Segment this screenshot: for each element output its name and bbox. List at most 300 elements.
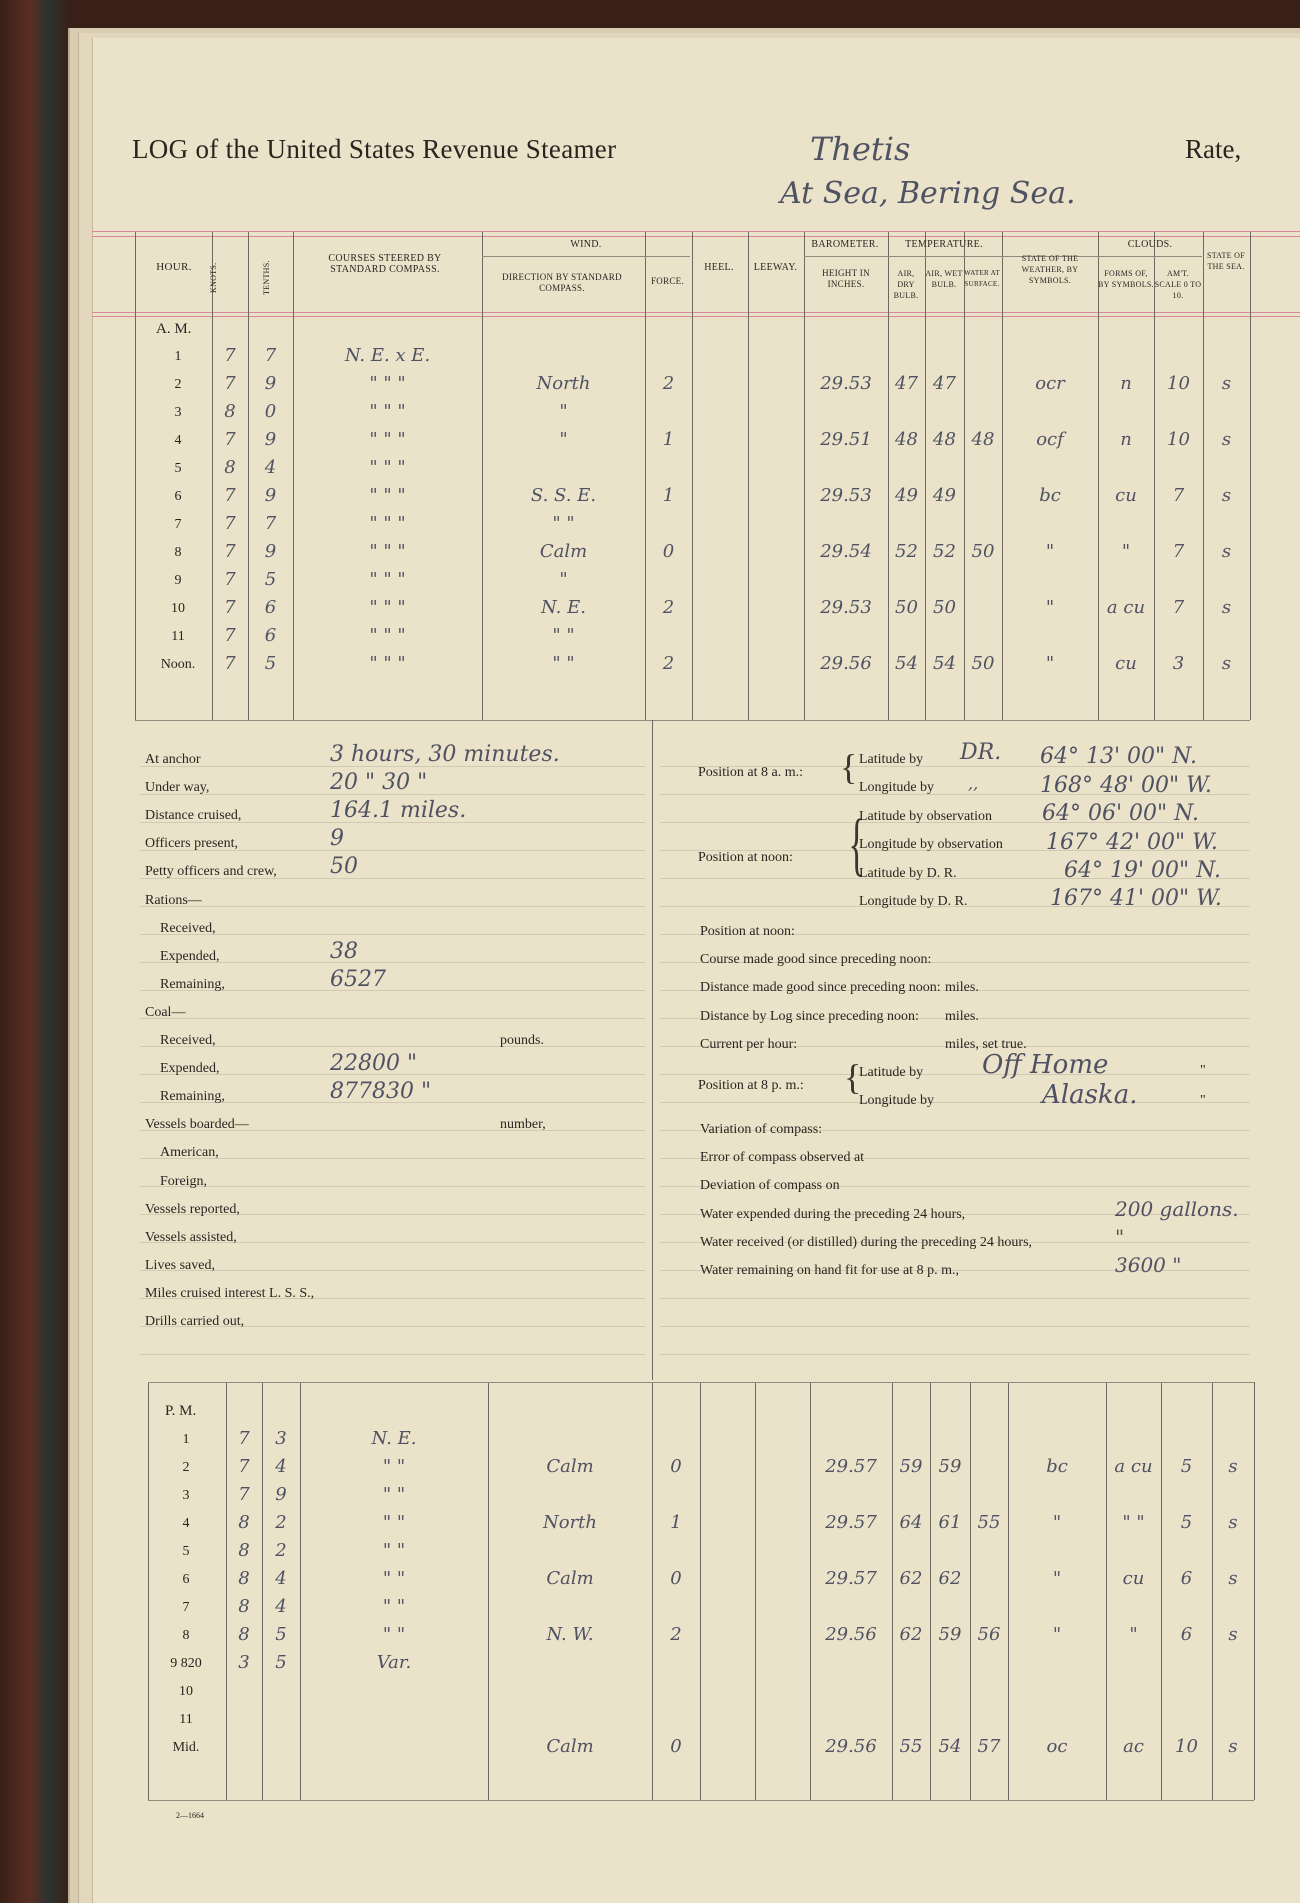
barometer-cell: 29.57 bbox=[825, 1568, 877, 1589]
wind-direction-cell: N. W. bbox=[546, 1624, 594, 1645]
barometer-cell: 29.53 bbox=[820, 485, 872, 506]
air-dry-cell: 49 bbox=[895, 485, 918, 506]
col-header-air-dry: AIR, DRY BULB. bbox=[893, 269, 919, 300]
sea-state-cell: s bbox=[1228, 1568, 1238, 1589]
wind-direction-cell: N. E. bbox=[541, 597, 586, 618]
summary-value: number, bbox=[500, 1117, 546, 1133]
hour-cell: Noon. bbox=[160, 657, 196, 672]
grid-col-line bbox=[652, 720, 653, 1380]
tenths-cell: 9 bbox=[264, 485, 277, 506]
ruling-line bbox=[140, 1270, 645, 1271]
lat-8am-value: 64° 13' 00" N. bbox=[1040, 744, 1197, 769]
col-header-baro-height: HEIGHT IN INCHES. bbox=[822, 268, 870, 289]
ruling-line bbox=[660, 1354, 1250, 1355]
grid-col-line bbox=[700, 1382, 701, 1800]
course-cell: " " bbox=[382, 1512, 406, 1533]
knots-cell: 7 bbox=[224, 541, 236, 562]
air-dry-cell: 59 bbox=[899, 1456, 923, 1477]
tenths-cell: 6 bbox=[264, 597, 277, 618]
col-header-temperature: TEMPERATURE. bbox=[905, 239, 983, 250]
weather-cell: bc bbox=[1039, 485, 1061, 506]
tenths-cell: 4 bbox=[264, 457, 277, 478]
summary-value: 164.1 miles. bbox=[330, 798, 467, 824]
air-dry-cell: 55 bbox=[899, 1736, 923, 1757]
water-temp-cell: 57 bbox=[977, 1736, 1001, 1757]
summary-label: Foreign, bbox=[160, 1173, 208, 1189]
water-temp-cell: 48 bbox=[971, 429, 995, 450]
sea-state-cell: s bbox=[1221, 373, 1232, 394]
summary-label: Position at noon: bbox=[700, 924, 795, 939]
water-temp-cell: 56 bbox=[977, 1624, 1001, 1645]
hour-cell: 4 bbox=[174, 433, 182, 448]
grid-col-line bbox=[804, 232, 805, 720]
grid-col-line bbox=[482, 232, 483, 720]
cloud-amount-cell: 10 bbox=[1167, 373, 1190, 394]
course-cell: " " " bbox=[369, 541, 406, 562]
grid-col-line bbox=[645, 232, 646, 720]
hour-cell: 8 bbox=[182, 1628, 190, 1643]
air-wet-cell: 59 bbox=[938, 1624, 962, 1645]
cloud-forms-cell: n bbox=[1120, 373, 1132, 394]
wind-direction-cell: Calm bbox=[546, 1456, 594, 1477]
grid-col-line bbox=[1098, 232, 1099, 720]
summary-value: pounds. bbox=[500, 1033, 544, 1048]
cloud-forms-cell: cu bbox=[1122, 1568, 1145, 1589]
ruling-line bbox=[660, 1074, 1250, 1075]
knots-cell: 7 bbox=[224, 373, 236, 394]
course-cell: " " " bbox=[369, 373, 406, 394]
wind-force-cell: 0 bbox=[670, 1568, 682, 1589]
course-cell: " " " bbox=[369, 429, 406, 450]
knots-cell: 8 bbox=[238, 1624, 250, 1645]
hour-cell: 9 bbox=[174, 573, 182, 588]
cloud-amount-cell: 7 bbox=[1172, 541, 1185, 562]
grid-col-line bbox=[1203, 232, 1204, 720]
hour-cell: 3 bbox=[182, 1488, 190, 1503]
summary-value: 50 bbox=[330, 854, 358, 880]
col-header-heel: HEEL. bbox=[704, 262, 734, 273]
barometer-cell: 29.51 bbox=[820, 429, 872, 450]
header-rule bbox=[92, 231, 1300, 232]
summary-label: Water expended during the preceding 24 hours, bbox=[700, 1206, 966, 1222]
knots-cell: 7 bbox=[224, 485, 236, 506]
course-cell: " " " bbox=[369, 513, 406, 534]
header-rule bbox=[92, 312, 1300, 313]
wind-direction-cell: " bbox=[559, 401, 568, 422]
summary-label: Miles cruised interest L. S. S., bbox=[145, 1285, 315, 1301]
tenths-cell: 4 bbox=[275, 1456, 287, 1477]
header-rule bbox=[92, 236, 1300, 237]
air-dry-cell: 52 bbox=[895, 541, 918, 562]
lat-8pm-value: Off Home bbox=[982, 1050, 1109, 1080]
grid-col-line bbox=[748, 232, 749, 720]
knots-cell: 7 bbox=[224, 429, 236, 450]
summary-value: 3 hours, 30 minutes. bbox=[330, 742, 560, 767]
lat-8am-label: Latitude by bbox=[859, 752, 924, 767]
air-dry-cell: 48 bbox=[895, 429, 918, 450]
tenths-cell: 2 bbox=[275, 1512, 287, 1533]
grid-row-line bbox=[148, 1382, 1254, 1383]
lon-8pm-label: Longitude by bbox=[859, 1093, 935, 1108]
hour-cell: 7 bbox=[182, 1600, 190, 1615]
summary-label: Vessels boarded— bbox=[145, 1117, 249, 1133]
lon-8am-label: Longitude by bbox=[859, 780, 935, 795]
ship-name: Thetis bbox=[810, 130, 911, 168]
grid-col-line bbox=[1002, 232, 1003, 720]
cloud-forms-cell: " bbox=[1129, 1624, 1138, 1645]
tenths-cell: 9 bbox=[264, 541, 277, 562]
grid-row-line bbox=[482, 256, 690, 257]
summary-label: Remaining, bbox=[160, 976, 225, 992]
hour-cell: 11 bbox=[179, 1712, 193, 1727]
grid-col-line bbox=[1250, 232, 1251, 720]
air-wet-cell: 49 bbox=[933, 485, 956, 506]
wind-direction-cell: Calm bbox=[539, 541, 588, 562]
knots-cell: 7 bbox=[224, 569, 236, 590]
knots-cell: 7 bbox=[238, 1484, 250, 1505]
lat-obs-label: Latitude by observation bbox=[859, 809, 992, 824]
air-dry-cell: 47 bbox=[895, 373, 918, 394]
hour-cell: 7 bbox=[174, 517, 182, 532]
knots-cell: 8 bbox=[224, 401, 236, 422]
hour-cell: 8 bbox=[174, 545, 182, 560]
hour-cell: 5 bbox=[182, 1544, 190, 1559]
summary-label: Received, bbox=[160, 1033, 216, 1048]
wind-force-cell: 2 bbox=[662, 373, 675, 394]
weather-cell: " bbox=[1045, 597, 1055, 618]
lon-obs-value: 167° 42' 00" W. bbox=[1046, 830, 1218, 855]
summary-value: 22800 " bbox=[330, 1051, 418, 1077]
grid-col-line bbox=[964, 232, 965, 720]
hour-cell: 2 bbox=[174, 377, 182, 392]
grid-col-line bbox=[1154, 232, 1155, 720]
ruling-line bbox=[660, 1102, 1250, 1103]
course-cell: Var. bbox=[376, 1652, 412, 1673]
tenths-cell: 4 bbox=[275, 1596, 287, 1617]
summary-value: miles. bbox=[945, 980, 979, 996]
tenths-cell: 7 bbox=[264, 513, 277, 534]
course-cell: " " bbox=[382, 1540, 406, 1561]
cloud-amount-cell: 5 bbox=[1180, 1456, 1193, 1477]
knots-cell: 8 bbox=[238, 1540, 250, 1561]
summary-value: miles. bbox=[945, 1008, 979, 1024]
wind-direction-cell: " bbox=[559, 569, 568, 590]
knots-cell: 8 bbox=[238, 1512, 250, 1533]
cloud-forms-cell: cu bbox=[1115, 485, 1137, 506]
course-cell: " " bbox=[382, 1624, 406, 1645]
cloud-forms-cell: n bbox=[1120, 429, 1132, 450]
cloud-amount-cell: 7 bbox=[1172, 597, 1185, 618]
air-wet-cell: 50 bbox=[933, 597, 956, 618]
course-cell: " " " bbox=[369, 457, 406, 478]
knots-cell: 7 bbox=[224, 513, 236, 534]
barometer-cell: 29.56 bbox=[820, 653, 872, 674]
summary-value: " bbox=[1115, 1224, 1125, 1249]
knots-cell: 7 bbox=[224, 597, 236, 618]
weather-cell: " bbox=[1045, 653, 1055, 674]
col-header-sea: STATE OF THE SEA. bbox=[1207, 251, 1245, 271]
hour-cell: 1 bbox=[182, 1432, 190, 1447]
summary-label: Expended, bbox=[160, 948, 220, 964]
wind-force-cell: 2 bbox=[662, 597, 675, 618]
col-header-wind-direction: DIRECTION BY STANDARD COMPASS. bbox=[502, 272, 622, 293]
wind-force-cell: 0 bbox=[670, 1456, 682, 1477]
knots-cell: 8 bbox=[238, 1568, 250, 1589]
ruling-line bbox=[660, 1326, 1250, 1327]
lon-8am-method: ,, bbox=[968, 774, 979, 793]
hour-cell: 6 bbox=[174, 489, 182, 504]
course-cell: " " bbox=[382, 1568, 406, 1589]
ruling-line bbox=[140, 934, 645, 935]
tenths-cell: 7 bbox=[264, 345, 277, 366]
col-header-wind: WIND. bbox=[570, 239, 602, 250]
tenths-cell: 6 bbox=[264, 625, 277, 646]
course-cell: " " bbox=[382, 1596, 406, 1617]
summary-label: Drills carried out, bbox=[145, 1314, 245, 1329]
summary-label: Coal— bbox=[145, 1004, 186, 1020]
tenths-cell: 9 bbox=[275, 1484, 287, 1505]
knots-cell: 3 bbox=[238, 1652, 250, 1673]
air-wet-cell: 62 bbox=[938, 1568, 962, 1589]
lat-dr-label: Latitude by D. R. bbox=[859, 866, 957, 881]
grid-col-line bbox=[148, 1382, 149, 1800]
lon-dr-label: Longitude by D. R. bbox=[859, 894, 968, 909]
hour-cell: Mid. bbox=[172, 1740, 200, 1755]
sea-state-cell: s bbox=[1228, 1456, 1238, 1477]
water-temp-cell: 50 bbox=[971, 541, 995, 562]
cloud-forms-cell: a cu bbox=[1106, 597, 1146, 618]
cloud-forms-cell: cu bbox=[1115, 653, 1137, 674]
course-cell: " " " bbox=[369, 597, 406, 618]
summary-label: Vessels assisted, bbox=[145, 1229, 237, 1245]
summary-label: Error of compass observed at bbox=[700, 1150, 865, 1166]
weather-cell: " bbox=[1052, 1624, 1062, 1645]
grid-col-line bbox=[755, 1382, 756, 1800]
brace: { bbox=[844, 1057, 862, 1097]
col-header-knots: KNOTS. bbox=[209, 262, 218, 293]
grid-col-line bbox=[135, 232, 136, 720]
location-entry: At Sea, Bering Sea. bbox=[780, 176, 1076, 211]
hour-cell: 5 bbox=[174, 461, 182, 476]
summary-label: Course made good since preceding noon: bbox=[700, 952, 932, 968]
air-wet-cell: 54 bbox=[933, 653, 956, 674]
cloud-amount-cell: 6 bbox=[1180, 1624, 1193, 1645]
ruling-line bbox=[140, 1046, 645, 1047]
course-cell: " " bbox=[382, 1484, 406, 1505]
knots-cell: 7 bbox=[224, 653, 236, 674]
am-label: A. M. bbox=[156, 321, 192, 337]
tenths-cell: 4 bbox=[275, 1568, 287, 1589]
col-header-hour: HOUR. bbox=[156, 261, 192, 273]
air-dry-cell: 62 bbox=[899, 1568, 923, 1589]
wind-force-cell: 2 bbox=[662, 653, 675, 674]
barometer-cell: 29.56 bbox=[825, 1736, 877, 1757]
col-header-water: WATER AT SURFACE. bbox=[964, 269, 1000, 288]
tenths-cell: 5 bbox=[275, 1624, 287, 1645]
lat-8pm-label: Latitude by bbox=[859, 1065, 924, 1080]
col-header-tenths: TENTHS. bbox=[262, 260, 271, 295]
barometer-cell: 29.54 bbox=[820, 541, 872, 562]
weather-cell: bc bbox=[1046, 1456, 1068, 1477]
tenths-cell: 2 bbox=[275, 1540, 287, 1561]
air-wet-cell: 59 bbox=[938, 1456, 962, 1477]
weather-cell: " bbox=[1052, 1568, 1062, 1589]
col-header-force: FORCE. bbox=[650, 276, 685, 286]
log-title: LOG of the United States Revenue Steamer bbox=[132, 134, 617, 164]
summary-label: Variation of compass: bbox=[700, 1122, 823, 1137]
header-rule bbox=[92, 316, 1300, 317]
hour-cell: 4 bbox=[182, 1516, 190, 1531]
position-8pm-label: Position at 8 p. m.: bbox=[698, 1078, 804, 1093]
sea-state-cell: s bbox=[1221, 429, 1232, 450]
lon-8am-value: 168° 48' 00" W. bbox=[1040, 773, 1212, 798]
summary-value: 38 bbox=[330, 938, 358, 964]
air-wet-cell: 61 bbox=[938, 1512, 962, 1533]
position-noon-label: Position at noon: bbox=[698, 850, 793, 865]
wind-force-cell: 0 bbox=[662, 541, 675, 562]
air-wet-cell: 47 bbox=[933, 373, 956, 394]
sea-state-cell: s bbox=[1221, 485, 1232, 506]
wind-force-cell: 2 bbox=[670, 1624, 682, 1645]
summary-label: Received, bbox=[160, 920, 216, 936]
summary-label: Vessels reported, bbox=[145, 1201, 240, 1217]
cloud-amount-cell: 5 bbox=[1180, 1512, 1193, 1533]
course-cell: " " " bbox=[369, 625, 406, 646]
grid-row-line bbox=[148, 1800, 1254, 1801]
weather-cell: ocr bbox=[1035, 373, 1065, 394]
summary-value: 9 bbox=[330, 826, 344, 852]
cloud-amount-cell: 6 bbox=[1180, 1568, 1193, 1589]
air-dry-cell: 64 bbox=[899, 1512, 923, 1533]
grid-col-line bbox=[1254, 1382, 1255, 1800]
cloud-amount-cell: 3 bbox=[1172, 653, 1185, 674]
summary-label: Rations— bbox=[145, 892, 202, 908]
course-cell: " " " bbox=[369, 569, 406, 590]
wind-direction-cell: North bbox=[536, 373, 591, 394]
summary-label: Expended, bbox=[160, 1061, 220, 1077]
lon-dr-value: 167° 41' 00" W. bbox=[1050, 886, 1222, 911]
col-header-air-wet: AIR, WET BULB. bbox=[925, 269, 963, 289]
grid-col-line bbox=[888, 232, 889, 720]
rate-label: Rate, bbox=[1185, 134, 1242, 164]
lon-8pm-value: Alaska. bbox=[1042, 1080, 1138, 1110]
wind-direction-cell: S. S. E. bbox=[530, 485, 597, 506]
hour-cell: 10 bbox=[179, 1684, 193, 1699]
lon-8pm-mark: " bbox=[1200, 1093, 1206, 1108]
col-header-leeway: LEEWAY. bbox=[753, 262, 798, 273]
wind-force-cell: 1 bbox=[670, 1512, 682, 1533]
brace: { bbox=[840, 747, 858, 787]
cloud-forms-cell: " " bbox=[1122, 1512, 1145, 1533]
air-wet-cell: 48 bbox=[933, 429, 956, 450]
weather-cell: ocf bbox=[1036, 429, 1064, 450]
sea-state-cell: s bbox=[1221, 653, 1232, 674]
hour-cell: 9 820 bbox=[170, 1656, 202, 1671]
summary-label: Distance made good since preceding noon: bbox=[700, 980, 941, 996]
wind-direction-cell: " " bbox=[552, 513, 575, 534]
wind-direction-cell: North bbox=[542, 1512, 598, 1533]
cloud-amount-cell: 10 bbox=[1175, 1736, 1198, 1757]
hour-cell: 2 bbox=[182, 1460, 190, 1475]
air-dry-cell: 50 bbox=[895, 597, 918, 618]
col-header-cloud-forms: FORMS OF, BY SYMBOLS. bbox=[1098, 269, 1154, 289]
summary-value: 200 gallons. bbox=[1115, 1196, 1239, 1221]
course-cell: " " bbox=[382, 1456, 406, 1477]
ruling-line bbox=[140, 1018, 645, 1019]
wind-force-cell: 1 bbox=[662, 429, 675, 450]
summary-value: 20 " 30 " bbox=[330, 770, 428, 796]
hour-cell: 6 bbox=[182, 1572, 190, 1587]
air-dry-cell: 62 bbox=[899, 1624, 923, 1645]
wind-force-cell: 1 bbox=[662, 485, 675, 506]
summary-label: Lives saved, bbox=[145, 1257, 215, 1273]
wind-force-cell: 0 bbox=[670, 1736, 682, 1757]
cloud-forms-cell: ac bbox=[1123, 1736, 1144, 1757]
water-temp-cell: 50 bbox=[971, 653, 995, 674]
summary-label: Officers present, bbox=[145, 836, 239, 852]
knots-cell: 7 bbox=[238, 1428, 250, 1449]
barometer-cell: 29.53 bbox=[820, 597, 872, 618]
weather-cell: " bbox=[1052, 1512, 1062, 1533]
lon-obs-label: Longitude by observation bbox=[859, 837, 1003, 852]
tenths-cell: 5 bbox=[264, 569, 277, 590]
tenths-cell: 9 bbox=[264, 373, 277, 394]
tenths-cell: 3 bbox=[275, 1428, 287, 1449]
pm-label: P. M. bbox=[165, 1403, 197, 1419]
col-header-courses: COURSES STEERED BY STANDARD COMPASS. bbox=[328, 253, 442, 275]
summary-label: Distance cruised, bbox=[145, 808, 242, 824]
wind-direction-cell: " bbox=[559, 429, 568, 450]
course-cell: " " " bbox=[369, 485, 406, 506]
weather-cell: " bbox=[1045, 541, 1055, 562]
air-wet-cell: 54 bbox=[938, 1736, 962, 1757]
summary-value: miles, set true. bbox=[945, 1036, 1027, 1052]
cloud-forms-cell: " bbox=[1121, 541, 1131, 562]
tenths-cell: 5 bbox=[264, 653, 277, 674]
lat-dr-value: 64° 19' 00" N. bbox=[1064, 858, 1221, 883]
cloud-amount-cell: 7 bbox=[1172, 485, 1185, 506]
course-cell: N. E. x E. bbox=[344, 345, 431, 366]
summary-label: Deviation of compass on bbox=[700, 1178, 840, 1194]
hour-cell: 3 bbox=[174, 405, 182, 420]
cloud-amount-cell: 10 bbox=[1167, 429, 1190, 450]
course-cell: " " " bbox=[369, 653, 406, 674]
wind-direction-cell: " " bbox=[552, 653, 575, 674]
knots-cell: 7 bbox=[224, 625, 236, 646]
summary-label: Under way, bbox=[145, 780, 210, 796]
summary-label: Petty officers and crew, bbox=[145, 864, 277, 880]
ruling-line bbox=[660, 1298, 1250, 1299]
col-header-cloud-amount: AM'T. SCALE 0 TO 10. bbox=[1154, 269, 1202, 300]
ruling-line bbox=[140, 1354, 645, 1355]
lat-obs-value: 64° 06' 00" N. bbox=[1042, 801, 1199, 826]
form-number: 2—1664 bbox=[176, 1811, 204, 1820]
summary-label: Distance by Log since preceding noon: bbox=[700, 1008, 919, 1024]
ruling-line bbox=[140, 1186, 645, 1187]
summary-label: At anchor bbox=[145, 752, 201, 767]
knots-cell: 7 bbox=[224, 345, 236, 366]
col-header-barometer: BAROMETER. bbox=[811, 239, 879, 250]
air-wet-cell: 52 bbox=[933, 541, 956, 562]
sea-state-cell: s bbox=[1221, 597, 1232, 618]
col-header-clouds: CLOUDS. bbox=[1127, 239, 1173, 250]
sea-state-cell: s bbox=[1221, 541, 1232, 562]
summary-label: Current per hour: bbox=[700, 1036, 798, 1052]
grid-row-line bbox=[135, 720, 1250, 721]
weather-cell: oc bbox=[1046, 1736, 1068, 1757]
summary-value: 6527 bbox=[330, 966, 386, 992]
grid-col-line bbox=[925, 232, 926, 720]
